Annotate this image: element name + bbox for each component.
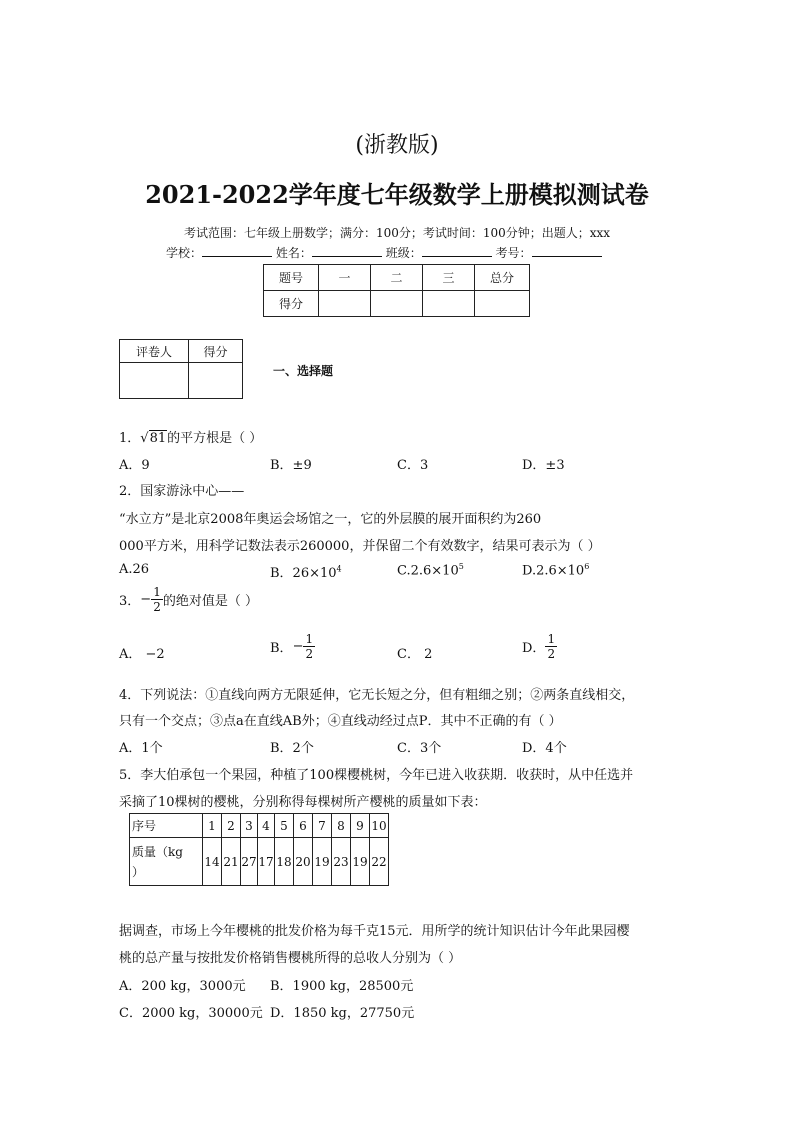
row-label-2: ） [132, 864, 145, 879]
numerator: 1 [153, 585, 161, 599]
question-2-line1: 2．国家游泳中心—— [119, 484, 245, 499]
table-header: 3 [241, 814, 258, 838]
subtitle: (浙教版) [355, 133, 439, 158]
fraction [545, 633, 557, 660]
question-5-line2: 采摘了10棵树的樱桃，分别称得每棵树所产樱桃的质量如下表： [119, 795, 487, 810]
name-blank[interactable] [312, 256, 382, 257]
score-cell: 一 [319, 265, 371, 291]
score-cell: 总分 [475, 265, 530, 291]
minus-sign: − [140, 592, 152, 607]
q5-option-c[interactable]: C．2000 kg，30000元 [119, 1006, 263, 1021]
option-label: B． [270, 641, 293, 656]
number-label: 考号： [495, 246, 532, 260]
denominator: 2 [305, 647, 314, 661]
fraction [151, 586, 163, 613]
q5-option-b[interactable]: B．1900 kg，28500元 [270, 979, 414, 994]
page-title: 2021-2022学年度七年级数学上册模拟测试卷 [145, 180, 649, 209]
denominator: 2 [153, 600, 161, 614]
question-number: 1． [119, 431, 141, 446]
table-cell: 23 [332, 838, 351, 886]
section-title: 一、选择题 [273, 364, 334, 378]
class-blank[interactable] [422, 256, 492, 257]
question-2-line3: 000平方米，用科学记数法表示260000，并保留二个有效数字，结果可表示为（ ） [119, 539, 601, 554]
score-cell: 题号 [264, 265, 319, 291]
row-label-1: 质量（kg [132, 844, 183, 859]
student-fields [166, 244, 602, 261]
q1-option-d[interactable]: D．±3 [522, 458, 565, 473]
option-label: C． [397, 647, 420, 662]
table-cell: 27 [241, 838, 258, 886]
exponent: 4 [336, 564, 342, 574]
q4-option-d[interactable]: D．4个 [522, 741, 567, 756]
name-label: 姓名： [275, 246, 312, 260]
score-table [263, 264, 530, 317]
q2-option-b[interactable] [270, 562, 342, 581]
number-blank[interactable] [532, 256, 602, 257]
class-label: 班级： [385, 246, 422, 260]
q3-option-b[interactable] [270, 633, 315, 660]
score-input-cell[interactable] [319, 291, 371, 317]
radical-sign: √ [140, 431, 149, 446]
q4-option-b[interactable]: B．2个 [270, 741, 314, 756]
option-value: 2 [424, 647, 433, 662]
table-cell: 19 [313, 838, 332, 886]
question-3 [119, 586, 258, 613]
q1-option-b[interactable]: B．±9 [270, 458, 312, 473]
question-5-line4: 桃的总产量与按批发价格销售樱桃所得的总收人分别为（ ） [119, 951, 462, 966]
table-header: 2 [222, 814, 241, 838]
option-label: D． [522, 641, 546, 656]
exponent: 5 [458, 562, 464, 571]
minus-sign: − [292, 639, 304, 654]
numerator: 1 [305, 632, 314, 646]
q4-option-a[interactable]: A．1个 [119, 741, 163, 756]
score-cell: 得分 [264, 291, 319, 317]
table-header: 8 [332, 814, 351, 838]
table-cell: 21 [222, 838, 241, 886]
q1-option-c[interactable]: C．3 [397, 458, 429, 473]
score-input-cell[interactable] [475, 291, 530, 317]
q3-option-d[interactable] [522, 633, 557, 660]
q5-option-a[interactable]: A．200 kg，3000元 [119, 979, 246, 994]
table-cell: 18 [275, 838, 294, 886]
table-cell: 14 [203, 838, 222, 886]
question-5-line1: 5．李大伯承包一个果园，种植了100棵樱桃树，今年已进入收获期．收获时，从中任选并 [119, 768, 634, 783]
table-cell: 17 [258, 838, 275, 886]
score-cell: 三 [423, 265, 475, 291]
question-1 [119, 427, 262, 446]
option-value: −2 [145, 647, 165, 662]
table-header: 5 [275, 814, 294, 838]
denominator: 2 [547, 647, 556, 661]
q4-option-c[interactable]: C．3个 [397, 741, 442, 756]
grader-table [119, 339, 243, 399]
score-input-cell[interactable] [423, 291, 475, 317]
score-input-cell[interactable] [371, 291, 423, 317]
q3-option-a[interactable] [119, 643, 165, 662]
question-2-line2: “水立方”是北京2008年奥运会场馆之一，它的外层膜的展开面积约为260 [119, 512, 542, 527]
numerator: 1 [547, 632, 556, 646]
table-header-label: 序号 [130, 814, 203, 838]
q5-option-d[interactable]: D．1850 kg，27750元 [270, 1006, 415, 1021]
question-text: 的平方根是（ ） [167, 431, 263, 446]
table-header: 7 [313, 814, 332, 838]
question-number: 3． [119, 594, 141, 609]
school-blank[interactable] [202, 256, 272, 257]
q1-option-a[interactable]: A．9 [119, 458, 150, 473]
table-header: 1 [203, 814, 222, 838]
question-text: 的绝对值是（ ） [162, 594, 258, 609]
grader-header: 评卷人 [120, 340, 189, 363]
question-4-line1: 4．下列说法：①直线向两方无限延伸，它无长短之分，但有粗细之别；②两条直线相交， [119, 688, 635, 703]
q3-option-c[interactable] [397, 643, 432, 662]
exponent: 6 [584, 562, 590, 571]
table-cell: 19 [351, 838, 370, 886]
q2-option-a[interactable]: A.26 [119, 562, 150, 577]
option-label: A． [119, 647, 142, 662]
table-cell: 22 [370, 838, 389, 886]
table-cell: 20 [294, 838, 313, 886]
grader-header: 得分 [189, 340, 243, 363]
score-cell: 二 [371, 265, 423, 291]
question-4-line2: 只有一个交点；③点a在直线AB外；④直线动经过点P．其中不正确的有（ ） [119, 714, 562, 729]
table-header: 4 [258, 814, 275, 838]
table-header: 10 [370, 814, 389, 838]
school-label: 学校： [166, 246, 203, 260]
table-header: 6 [294, 814, 313, 838]
exam-info: 考试范围：七年级上册数学；满分：100分；考试时间：100分钟；出题人；xxx [183, 226, 611, 240]
grader-input-cell[interactable] [189, 363, 243, 399]
q2-option-d[interactable] [522, 562, 589, 578]
cherry-table [129, 813, 389, 886]
table-header: 9 [351, 814, 370, 838]
table-row-label [130, 838, 203, 886]
option-text: D.2.6×10 [522, 563, 585, 579]
option-text: C.2.6×10 [397, 563, 459, 579]
q2-option-c[interactable] [397, 562, 464, 578]
option-text: B．26×10 [270, 566, 337, 581]
question-5-line3: 据调查，市场上今年樱桃的批发价格为每千克15元．用所学的统计知识估计今年此果园樱 [119, 924, 630, 939]
radicand: 81 [149, 431, 167, 446]
fraction [303, 633, 315, 660]
grader-input-cell[interactable] [120, 363, 189, 399]
